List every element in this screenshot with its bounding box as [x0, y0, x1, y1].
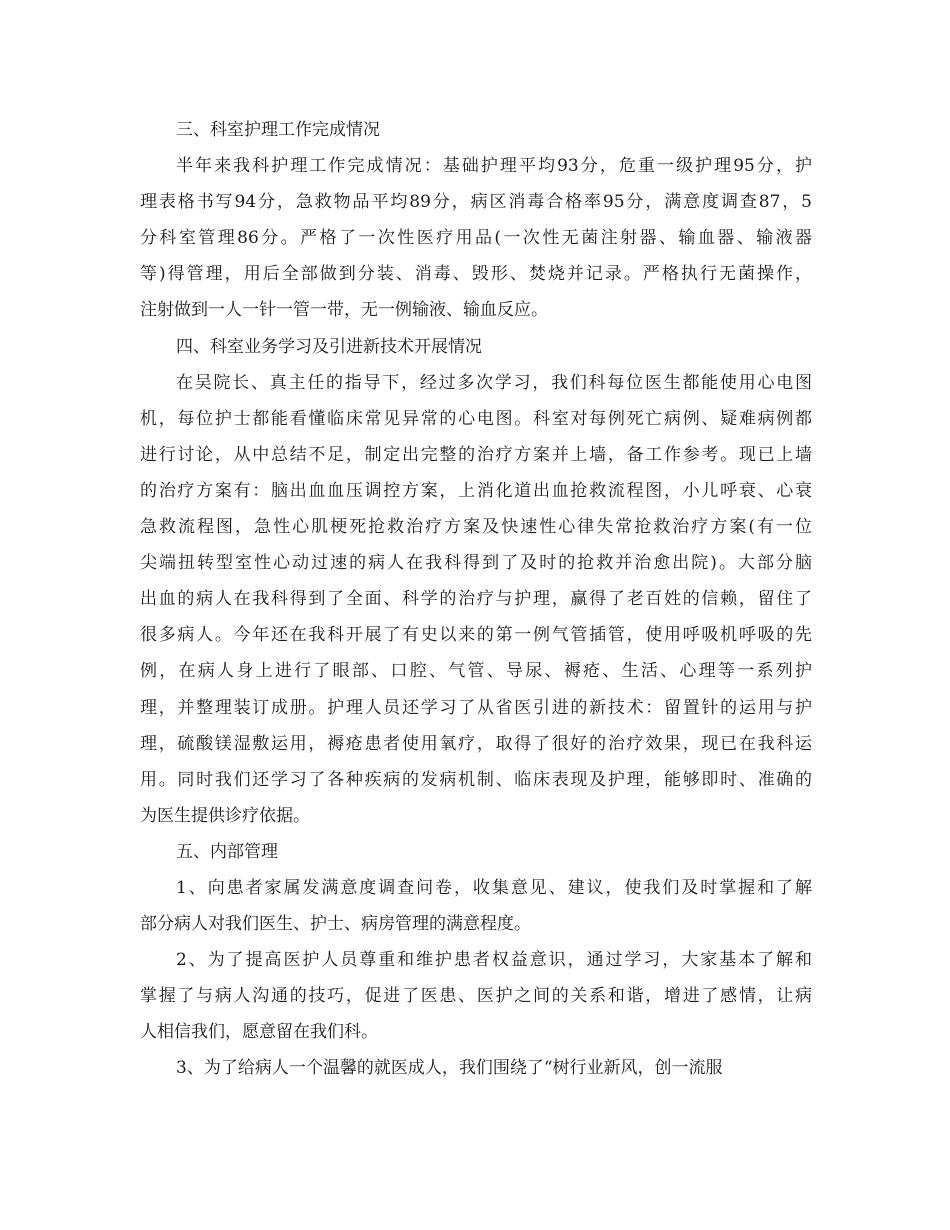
text-line: 3、为了给病人一个温馨的就医成人，我们围绕了“树行业新风，创一流服 — [176, 1058, 723, 1079]
text-line: 例，在病人身上进行了眼部、口腔、气管、导尿、褥疮、生活、心理等一系列护 — [140, 661, 812, 682]
text-line: 人相信我们，愿意留在我们科。 — [140, 1022, 378, 1043]
text-line: 注射做到一人一针一管一带，无一例输液、输血反应。 — [140, 300, 548, 321]
text-line: 理表格书写94分，急救物品平均89分，病区消毒合格率95分，满意度调查87，5 — [140, 192, 812, 213]
document-page — [140, 112, 812, 1087]
text-line: 掌握了与病人沟通的技巧，促进了医患、医护之间的关系和谐，增进了感情，让病 — [140, 986, 812, 1007]
text-line: 等)得管理，用后全部做到分装、消毒、毁形、焚烧并记录。严格执行无菌操作， — [140, 264, 812, 285]
text-line: 急救流程图，急性心肌梗死抢救治疗方案及快速性心律失常抢救治疗方案(有一位 — [140, 517, 812, 538]
text-line: 出血的病人在我科得到了全面、科学的治疗与护理，赢得了老百姓的信赖，留住了 — [140, 589, 812, 610]
text-line: 五、内部管理 — [176, 841, 278, 862]
text-line: 很多病人。今年还在我科开展了有史以来的第一例气管插管，使用呼吸机呼吸的先 — [140, 625, 812, 646]
text-line: 2、为了提高医护人员尊重和维护患者权益意识，通过学习，大家基本了解和 — [176, 950, 812, 971]
text-line: 理，并整理装订成册。护理人员还学习了从省医引进的新技术：留置针的运用与护 — [140, 697, 812, 718]
text-line: 为医生提供诊疗依据。 — [140, 805, 310, 826]
text-line: 的治疗方案有：脑出血血压调控方案，上消化道出血抢救流程图，小儿呼衰、心衰 — [140, 480, 812, 501]
text-line: 分科室管理86分。严格了一次性医疗用品(一次性无菌注射器、输血器、输液器 — [140, 228, 812, 249]
text-line: 尖端扭转型室性心动过速的病人在我科得到了及时的抢救并治愈出院)。大部分脑 — [140, 553, 812, 574]
text-line: 1、向患者家属发满意度调查问卷，收集意见、建议，使我们及时掌握和了解 — [176, 877, 812, 898]
text-line: 半年来我科护理工作完成情况：基础护理平均93分，危重一级护理95分，护 — [176, 156, 812, 177]
text-line: 在吴院长、真主任的指导下，经过多次学习，我们科每位医生都能使用心电图 — [176, 372, 812, 393]
text-line: 理，硫酸镁湿敷运用，褥疮患者使用氧疗，取得了很好的治疗效果，现已在我科运 — [140, 733, 812, 754]
text-line: 用。同时我们还学习了各种疾病的发病机制、临床表现及护理，能够即时、准确的 — [140, 769, 812, 790]
text-line: 机，每位护士都能看懂临床常见异常的心电图。科室对每例死亡病例、疑难病例都 — [140, 408, 812, 429]
text-line: 三、科室护理工作完成情况 — [176, 120, 380, 140]
text-line: 部分病人对我们医生、护士、病房管理的满意程度。 — [140, 914, 531, 935]
text-line: 四、科室业务学习及引进新技术开展情况 — [176, 336, 482, 357]
text-line: 进行讨论，从中总结不足，制定出完整的治疗方案并上墙，备工作参考。现已上墙 — [140, 444, 812, 465]
